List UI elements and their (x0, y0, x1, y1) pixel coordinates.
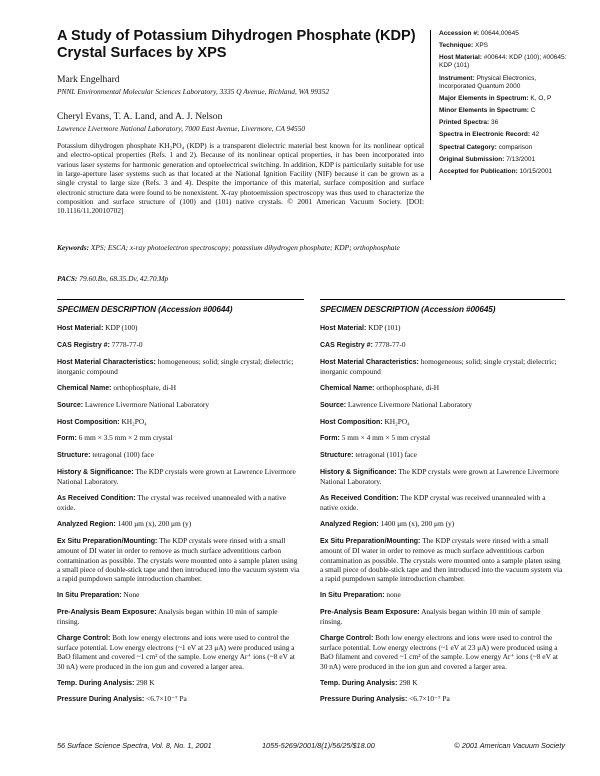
specimen-field (320, 536, 564, 583)
metadata-sidebar (430, 30, 571, 180)
specimen-field (320, 400, 564, 410)
sidebar-label: Minor Elements in Spectrum: (439, 106, 529, 114)
field-label: Chemical Name: (320, 384, 375, 392)
field-label: CAS Registry #: (320, 342, 373, 350)
specimen-field (57, 694, 301, 704)
field-value: Lawrence Livermore National Laboratory (84, 399, 210, 409)
sidebar-label: Instrument: (439, 74, 475, 82)
field-label: Structure: (57, 452, 91, 460)
sidebar-label: Original Submission: (439, 155, 505, 163)
specimen-field (320, 450, 564, 460)
pacs-text: 79.60.Bn, 68.35.Dv, 42.70.Mp (79, 274, 169, 283)
specimen-field (57, 450, 301, 460)
sidebar-row (439, 95, 571, 103)
field-value: KH₂PO₄ (121, 416, 147, 426)
specimen-field (57, 607, 301, 627)
field-label: Host Composition: (57, 418, 120, 426)
field-label: As Received Condition: (57, 495, 136, 503)
field-label: Form: (57, 435, 77, 443)
field-label: History & Significance: (57, 468, 134, 476)
sidebar-value: XPS (475, 42, 489, 50)
field-value: The KDP crystals were rinsed with a small amount of DI water in order to remove as much surface adventitious carbon contamination as possible. The crystals were mounted onto a sample platen using a small piece of double-stick tape and then introduced into the vacuum system via a rapid pumpdown sample introduction chamber. (57, 535, 300, 584)
field-label: History & Significance: (320, 468, 397, 476)
sidebar-row (439, 30, 571, 38)
specimen-field (57, 633, 301, 671)
field-label: CAS Registry #: (57, 342, 110, 350)
sidebar-row (439, 119, 571, 127)
affiliation-2: Lawrence Livermore National Laboratory, 7000 East Avenue, Livermore, CA 94550 (57, 124, 306, 133)
paper-title: A Study of Potassium Dihydrogen Phosphate (KDP) Crystal Surfaces by XPS (57, 28, 416, 61)
footer-journal: 56 Surface Science Spectra, Vol. 8, No. 1, 2001 (57, 741, 212, 750)
field-label: Host Composition: (320, 418, 383, 426)
sidebar-row (439, 107, 571, 115)
specimen-field (320, 417, 564, 427)
field-value: 1400 μm (x), 200 μm (y) (380, 519, 455, 529)
sidebar-value: comparison (498, 143, 533, 151)
field-value: KH₂PO₄ (384, 416, 410, 426)
field-label: As Received Condition: (320, 495, 399, 503)
field-value: The KDP crystal was received unannealed with a native oxide. (320, 493, 546, 513)
sidebar-label: Spectra in Electronic Record: (439, 131, 531, 139)
sidebar-value: 00644,00645 (480, 30, 519, 37)
sidebar-row (439, 42, 571, 50)
field-label: Form: (320, 435, 340, 443)
field-value: 298 K (399, 677, 418, 687)
specimen-field (57, 467, 301, 487)
sidebar-label: Accepted for Publication: (439, 167, 518, 175)
specimen-field (320, 519, 564, 529)
column-divider-right (320, 299, 565, 300)
field-value: <6.7×10⁻⁷ Pa (409, 694, 450, 704)
specimen-field (57, 590, 301, 600)
specimen-heading: SPECIMEN DESCRIPTION (Accession #00644) (57, 305, 233, 314)
field-value: Analysis began within 10 min of sample rinsing. (57, 606, 278, 627)
field-value: 5 mm × 4 mm × 5 mm crystal (341, 433, 431, 443)
field-label: Analyzed Region: (320, 521, 379, 529)
field-label: Analyzed Region: (57, 521, 116, 529)
specimen-field (57, 536, 301, 583)
field-label: Pressure During Analysis: (320, 696, 408, 704)
field-label: Temp. During Analysis: (320, 679, 398, 687)
specimen-field (320, 383, 564, 393)
field-label: Pressure During Analysis: (57, 696, 145, 704)
field-value: KDP (101) (368, 323, 401, 333)
field-value: homogeneous; solid; single crystal; dielectric; inorganic compound (57, 356, 294, 377)
specimen-field (57, 417, 301, 427)
keywords-text: XPS; ESCA; x-ray photoelectron spectroscopy; potassium dihydrogen phosphate; KDP; orthophosphate (90, 243, 400, 252)
field-value: KDP (100) (105, 323, 138, 333)
footer-copyright: © 2001 American Vacuum Society (454, 741, 565, 750)
field-value: none (386, 589, 401, 599)
specimen-field (57, 433, 301, 443)
sidebar-label: Spectral Category: (439, 143, 497, 151)
field-label: Charge Control: (320, 634, 374, 642)
keywords (57, 243, 424, 253)
specimen-field (320, 590, 564, 600)
field-value: The KDP crystals were grown at Lawrence Livermore National Laboratory. (320, 466, 559, 487)
column-divider-left (57, 299, 304, 300)
field-value: homogeneous; solid; single crystal; dielectric; inorganic compound (320, 356, 557, 377)
specimen-description-00644 (57, 305, 301, 711)
field-value: Both low energy electrons and ions were used to control the surface potential. Low energy electrons (~1 eV at 23 μA) were produced using a BaO filament and covered ~1 cm² of the sample. Low energy Ar⁺ ions (~8 eV at 30 nA) were produced in the ion gun and covered a larger area. (320, 632, 558, 671)
sidebar-row (439, 156, 571, 164)
specimen-field (57, 383, 301, 393)
field-value: The crystal was received unannealed with a native oxide. (57, 493, 287, 513)
specimen-field (320, 340, 564, 350)
sidebar-value: 7/13/2001 (506, 155, 536, 163)
field-value: 298 K (136, 677, 155, 687)
sidebar-value: 36 (491, 119, 499, 127)
footer-code: 1055-5269/2001/8(1)/56/25/$18.00 (262, 741, 375, 750)
field-label: Source: (57, 401, 84, 409)
field-value: 7778-77-0 (374, 340, 406, 350)
field-label: Host Material Characteristics: (57, 358, 156, 366)
field-value: Both low energy electrons and ions were used to control the surface potential. Low energy electrons (~1 eV at 23 μA) were produced using a BaO filament and covered ~1 cm² of the sample. Low energy Ar⁺ ions (~8 eV at 30 nA) were produced in the ion gun and covered a larger area. (57, 632, 295, 671)
sidebar-value: 42 (531, 131, 540, 139)
specimen-field (57, 357, 301, 377)
sidebar-label: Major Elements in Spectrum: (439, 94, 529, 102)
sidebar-label: Technique: (439, 42, 474, 50)
sidebar-value: K, O, P (530, 94, 552, 102)
sidebar-value: 10/15/2001 (519, 167, 553, 175)
sidebar-row (439, 131, 571, 139)
specimen-field (57, 400, 301, 410)
field-value: Analysis began within 10 min of sample rinsing. (320, 606, 541, 627)
specimen-field (320, 694, 564, 704)
pacs (57, 274, 168, 283)
field-label: Host Material Characteristics: (320, 358, 419, 366)
sidebar-label: Printed Spectra: (439, 119, 490, 127)
field-value: tetragonal (101) face (355, 450, 417, 460)
sidebar-row (439, 168, 571, 176)
field-value: The KDP crystals were grown at Lawrence Livermore National Laboratory. (57, 466, 296, 487)
specimen-field (57, 323, 301, 333)
sidebar-label: Accession #: (439, 30, 480, 37)
author-group-2: Cheryl Evans, T. A. Land, and A. J. Nelson (57, 111, 223, 122)
sidebar-row (439, 75, 571, 91)
specimen-field (320, 633, 564, 671)
abstract: Potassium dihydrogen phosphate KH₂PO₄ (KDP) is a transparent dielectric material best known for its nonlinear optical and electro-optical properties (Refs. 1 and 2). Because of its nonlinear optical properties, it has been incorporated into various laser systems for harmonic generation and optoelectrical switching. In addition, KDP is particularly suitable for use in large-aperture laser systems such as that located at the National Ignition Facility (NIF) because it can be grown as a single crystal to large size (Refs. 3 and 4). Despite the importance of this material, surface composition and surface electronic structure data were found to be nonexistent. X-ray photoemission spectroscopy was thus used to characterize the composition and surface structure of (100) and (101) native crystals. © 2001 American Vacuum Society. [DOI: 10.1116/11.20010702] (57, 141, 424, 216)
specimen-field (57, 678, 301, 688)
field-label: Pre-Analysis Beam Exposure: (320, 608, 420, 616)
field-value: tetragonal (100) face (92, 450, 154, 460)
field-value: 7778-77-0 (111, 340, 143, 350)
specimen-description-00645 (320, 305, 564, 711)
author-group-1: Mark Engelhard (57, 74, 120, 85)
specimen-field (320, 678, 564, 688)
field-value: None (123, 589, 140, 599)
sidebar-value: Physical Electronics, Incorporated Quantum 2000 (439, 74, 537, 90)
field-label: Structure: (320, 452, 354, 460)
field-label: Chemical Name: (57, 384, 112, 392)
field-label: Temp. During Analysis: (57, 679, 135, 687)
field-label: In Situ Preparation: (320, 591, 385, 599)
sidebar-row (439, 144, 571, 152)
field-label: Ex Situ Preparation/Mounting: (320, 537, 421, 545)
specimen-field (320, 323, 564, 333)
keywords-label: Keywords: (57, 243, 90, 252)
field-value: The KDP crystals were rinsed with a small amount of DI water in order to remove as much surface adventitious carbon contamination as possible. The crystals were mounted onto a sample platen using a small piece of double-stick tape and then introduced into the vacuum system via a rapid pumpdown sample introduction chamber. (320, 535, 563, 584)
field-value: <6.7×10⁻⁷ Pa (146, 694, 187, 704)
sidebar-label: Host Material: (439, 54, 482, 62)
field-value: Lawrence Livermore National Laboratory (347, 399, 473, 409)
specimen-field (320, 357, 564, 377)
sidebar-row (439, 54, 571, 70)
affiliation-1: PNNL Environmental Molecular Sciences Laboratory, 3335 Q Avenue, Richland, WA 99352 (57, 87, 330, 96)
sidebar-value: #00644: KDP (100); #00645: KDP (101) (439, 54, 567, 70)
field-value: orthophosphate, di-H (113, 382, 177, 392)
pacs-label: PACS: (57, 274, 78, 283)
field-value: 6 mm × 3.5 mm × 2 mm crystal (78, 433, 173, 443)
field-label: Ex Situ Preparation/Mounting: (57, 537, 158, 545)
specimen-field (320, 467, 564, 487)
field-label: Source: (320, 401, 347, 409)
field-label: In Situ Preparation: (57, 591, 122, 599)
specimen-field (57, 340, 301, 350)
specimen-field (57, 519, 301, 529)
field-label: Host Material: (57, 325, 104, 333)
field-label: Host Material: (320, 325, 367, 333)
field-value: 1400 μm (x), 200 μm (y) (117, 519, 192, 529)
specimen-heading: SPECIMEN DESCRIPTION (Accession #00645) (320, 305, 496, 314)
specimen-field (57, 493, 301, 513)
sidebar-value: C (530, 106, 536, 114)
field-value: orthophosphate, di-H (376, 382, 440, 392)
field-label: Charge Control: (57, 634, 111, 642)
specimen-field (320, 607, 564, 627)
specimen-field (320, 493, 564, 513)
field-label: Pre-Analysis Beam Exposure: (57, 608, 157, 616)
specimen-field (320, 433, 564, 443)
